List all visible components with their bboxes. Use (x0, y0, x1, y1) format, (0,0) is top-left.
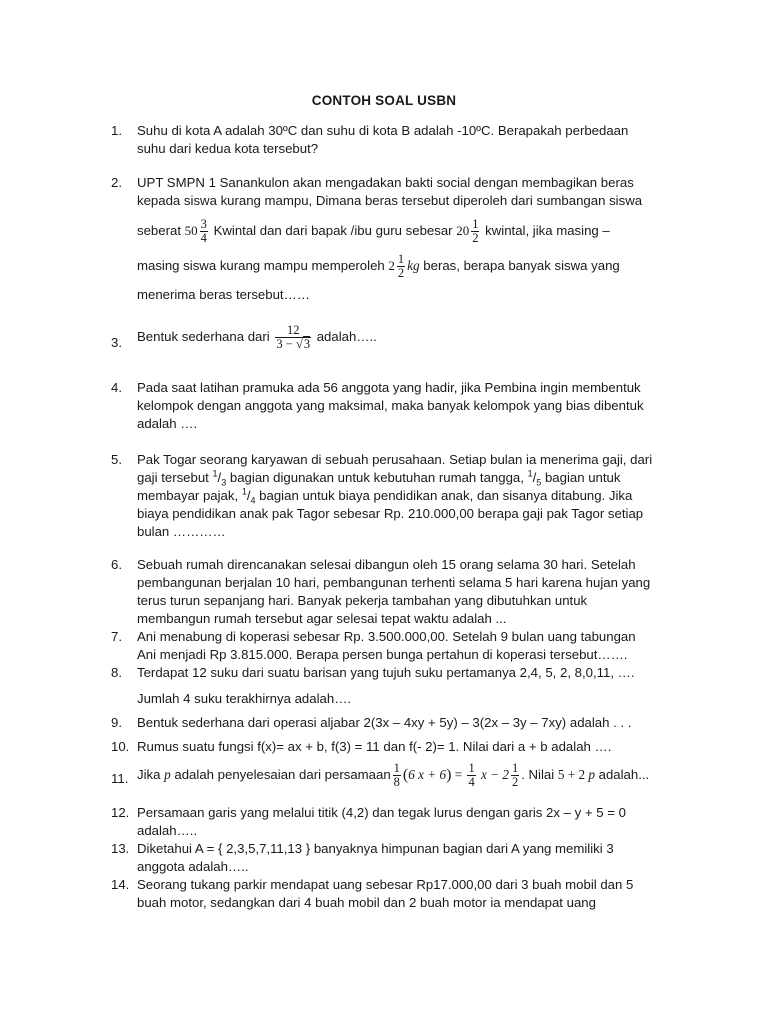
question-number: 9. (111, 715, 122, 730)
text-segment: Kwintal dan dari bapak /ibu guru sebesar (209, 222, 457, 238)
question-text: biaya pendidikan anak pak Tagor sebesar Rp. 210.000,00 berapa gaji pak Tagor setiap (137, 506, 644, 521)
denominator-term: 3 − (276, 337, 296, 351)
question-number: 14. (111, 877, 130, 892)
mixed-fraction-whole: 20 (456, 222, 470, 238)
question-1 (111, 122, 681, 158)
text-segment: bagian digunakan untuk kebutuhan rumah tangga, (226, 470, 528, 485)
question-text: Bentuk sederhana dari operasi aljabar 2(3x – 4xy + 5y) – 3(2x – 3y – 7xy) adalah . . . (137, 715, 632, 730)
question-text: Ani menjadi Rp 3.815.000. Berapa persen bunga pertahun di koperasi tersebut……. (137, 647, 628, 662)
question-text: Pada saat latihan pramuka ada 56 anggota yang hadir, jika Pembina ingin membentuk (137, 380, 641, 395)
fraction-denominator: 4 (250, 495, 256, 506)
question-text: terus turun sepanjang hari. Banyak pekerja tambahan yang dibutuhkan untuk (137, 593, 588, 608)
question-number: 12. (111, 805, 130, 820)
mixed-fraction-whole: 2 (388, 257, 395, 273)
question-number: 8. (111, 665, 122, 680)
question-text: kelompok dengan anggota yang maksimal, maka banyak kelompok yang bias dibentuk (137, 398, 644, 413)
question-4 (111, 379, 681, 433)
fraction-numerator: 1 (472, 217, 479, 231)
fraction-numerator: 1 (241, 486, 247, 497)
fraction-denominator: 5 (536, 477, 542, 488)
question-number: 6. (111, 557, 122, 572)
question-text-line (137, 324, 681, 351)
question-text-line: membayar pajak, $^1/_4$ bagian untuk biaya pendidikan anak, dan sisanya ditabung. Jika (137, 486, 633, 506)
text-segment: adalah penyelesaian dari persamaan (170, 766, 391, 782)
fraction-denominator: 2 (472, 231, 479, 245)
question-text: kepada siswa kurang mampu, Dimana beras tersebut diperoleh dari sumbangan siswa (137, 193, 643, 208)
question-number: 4. (111, 380, 122, 395)
unit-kg: kg (407, 257, 420, 273)
fraction-denominator: 8 (393, 775, 400, 789)
text-segment: masing siswa kurang mampu memperoleh (137, 257, 389, 273)
question-11 (111, 762, 681, 789)
variable-p: p (164, 766, 171, 782)
question-number: 1. (111, 123, 122, 138)
question-text: Pak Togar seorang karyawan di sebuah perusahaan. Setiap bulan ia menerima gaji, dari (137, 452, 653, 467)
fraction (200, 218, 208, 245)
text-segment: bagian untuk biaya pendidikan anak, dan sisanya ditabung. Jika (255, 488, 633, 503)
question-text-line (137, 253, 681, 280)
mixed-fraction-whole: 50 (184, 222, 198, 238)
question-number: 5. (111, 452, 122, 467)
text-segment: bagian untuk (541, 470, 621, 485)
fraction-denominator: 4 (468, 775, 475, 789)
question-text: Seorang tukang parkir mendapat uang sebesar Rp17.000,00 dari 3 buah mobil dan 5 (137, 877, 634, 892)
fraction-denominator: 3 (221, 477, 227, 488)
question-text: Ani menabung di koperasi sebesar Rp. 3.500.000,00. Setelah 9 bulan uang tabungan (137, 629, 636, 644)
fraction (275, 324, 311, 351)
text-segment: Jika (137, 766, 165, 782)
question-text: UPT SMPN 1 Sanankulon akan mengadakan bakti social dengan membagikan beras (137, 175, 634, 190)
question-13 (111, 840, 681, 876)
equals-sign: = (451, 766, 466, 782)
fraction (511, 762, 519, 789)
question-2 (111, 174, 681, 304)
question-text: Persamaan garis yang melalui titik (4,2) dan tegak lurus dengan garis 2x – y + 5 = 0 (137, 805, 626, 820)
question-number: 11. (111, 771, 129, 786)
fraction-numerator: 3 (200, 217, 207, 231)
question-text: Terdapat 12 suku dari suatu barisan yang tujuh suku pertamanya 2,4, 5, 2, 8,0,11, …. (137, 665, 635, 680)
question-text: suhu dari kedua kota tersebut? (137, 141, 319, 156)
question-text: membangun rumah tersebut agar selesai tepat waktu adalah ... (137, 611, 507, 626)
fraction (471, 218, 479, 245)
fraction-denominator: 3 − √3 (276, 337, 311, 351)
question-10 (111, 738, 681, 756)
text-segment: adalah….. (313, 328, 377, 344)
fraction (467, 762, 475, 789)
question-8 (111, 664, 681, 708)
question-5 (111, 451, 681, 541)
text-segment: Bentuk sederhana dari (137, 328, 274, 344)
fraction-numerator: 1 (393, 761, 400, 775)
question-text: pembangunan berjalan 10 hari, pembangunan terhenti selama 5 hari karena hujan yang (137, 575, 651, 590)
question-text-line: gaji tersebut $^1/_3$ bagian digunakan untuk kebutuhan rumah tangga, $^1/_5$ bagian untuk (137, 468, 621, 488)
question-number: 13. (111, 841, 130, 856)
question-text: Diketahui A = { 2,3,5,7,11,13 } banyaknya himpunan bagian dari A yang memiliki 3 (137, 841, 614, 856)
text-segment: kwintal, jika masing – (481, 222, 610, 238)
math-expression: x − 2 (477, 766, 509, 782)
text-segment: gaji tersebut (137, 470, 213, 485)
question-6 (111, 556, 681, 628)
math-expression: 5 + 2 (557, 766, 589, 782)
question-text: adalah….. (137, 823, 198, 838)
question-9 (111, 714, 681, 732)
fraction-numerator: 12 (286, 323, 300, 337)
question-text: Suhu di kota A adalah 30ºC dan suhu di kota B adalah -10ºC. Berapakah perbedaan (137, 123, 629, 138)
page-title: CONTOH SOAL USBN (311, 93, 457, 108)
fraction (393, 762, 401, 789)
fraction-denominator: 2 (511, 775, 519, 789)
text-segment: membayar pajak, (137, 488, 242, 503)
fraction-numerator: 1 (468, 761, 475, 775)
question-14 (111, 876, 681, 912)
fraction (397, 253, 405, 280)
fraction-numerator: 1 (527, 468, 533, 479)
question-number: 7. (111, 629, 122, 644)
fraction-numerator: 1 (397, 252, 405, 266)
variable-p: p (588, 766, 595, 782)
question-text: anggota adalah….. (137, 859, 249, 874)
question-text: Sebuah rumah direncanakan selesai dibangun oleh 15 orang selama 30 hari. Setelah (137, 557, 636, 572)
question-text: bulan ………… (137, 524, 226, 539)
text-segment: . Nilai (521, 766, 558, 782)
question-number: 2. (111, 175, 122, 190)
sqrt-radicand: 3 (303, 337, 311, 351)
math-expression: 6 x + 6 (408, 766, 447, 782)
question-7 (111, 628, 681, 664)
question-number: 10. (111, 739, 130, 754)
question-text: adalah …. (137, 416, 198, 431)
fraction-denominator: 4 (200, 231, 207, 245)
question-text: Jumlah 4 suku terakhirnya adalah…. (137, 691, 352, 706)
text-segment: beras, berapa banyak siswa yang (419, 257, 620, 273)
question-text: buah motor, sedangkan dari 4 buah mobil dan 2 buah motor ia mendapat uang (137, 895, 596, 910)
fraction-numerator: 1 (511, 761, 519, 775)
fraction-denominator: 2 (397, 266, 405, 280)
question-3 (111, 324, 681, 351)
question-text-line (137, 218, 681, 245)
text-segment: seberat (137, 222, 185, 238)
question-12 (111, 804, 681, 840)
fraction-numerator: 1 (212, 468, 218, 479)
question-text-line: Jika p adalah penyelesaian dari persamaan $\frac{1}{8}$ (6 x + 6) = $\frac{1}{4}$ x − 2 $\frac{1}{2}$ . Nilai 5 + 2 p adalah... (137, 761, 650, 789)
text-segment: adalah... (594, 766, 650, 782)
question-text: menerima beras tersebut…… (137, 287, 310, 302)
question-number: 3. (111, 335, 122, 350)
question-text: Rumus suatu fungsi f(x)= ax + b, f(3) = 11 dan f(- 2)= 1. Nilai dari a + b adalah …. (137, 739, 612, 754)
